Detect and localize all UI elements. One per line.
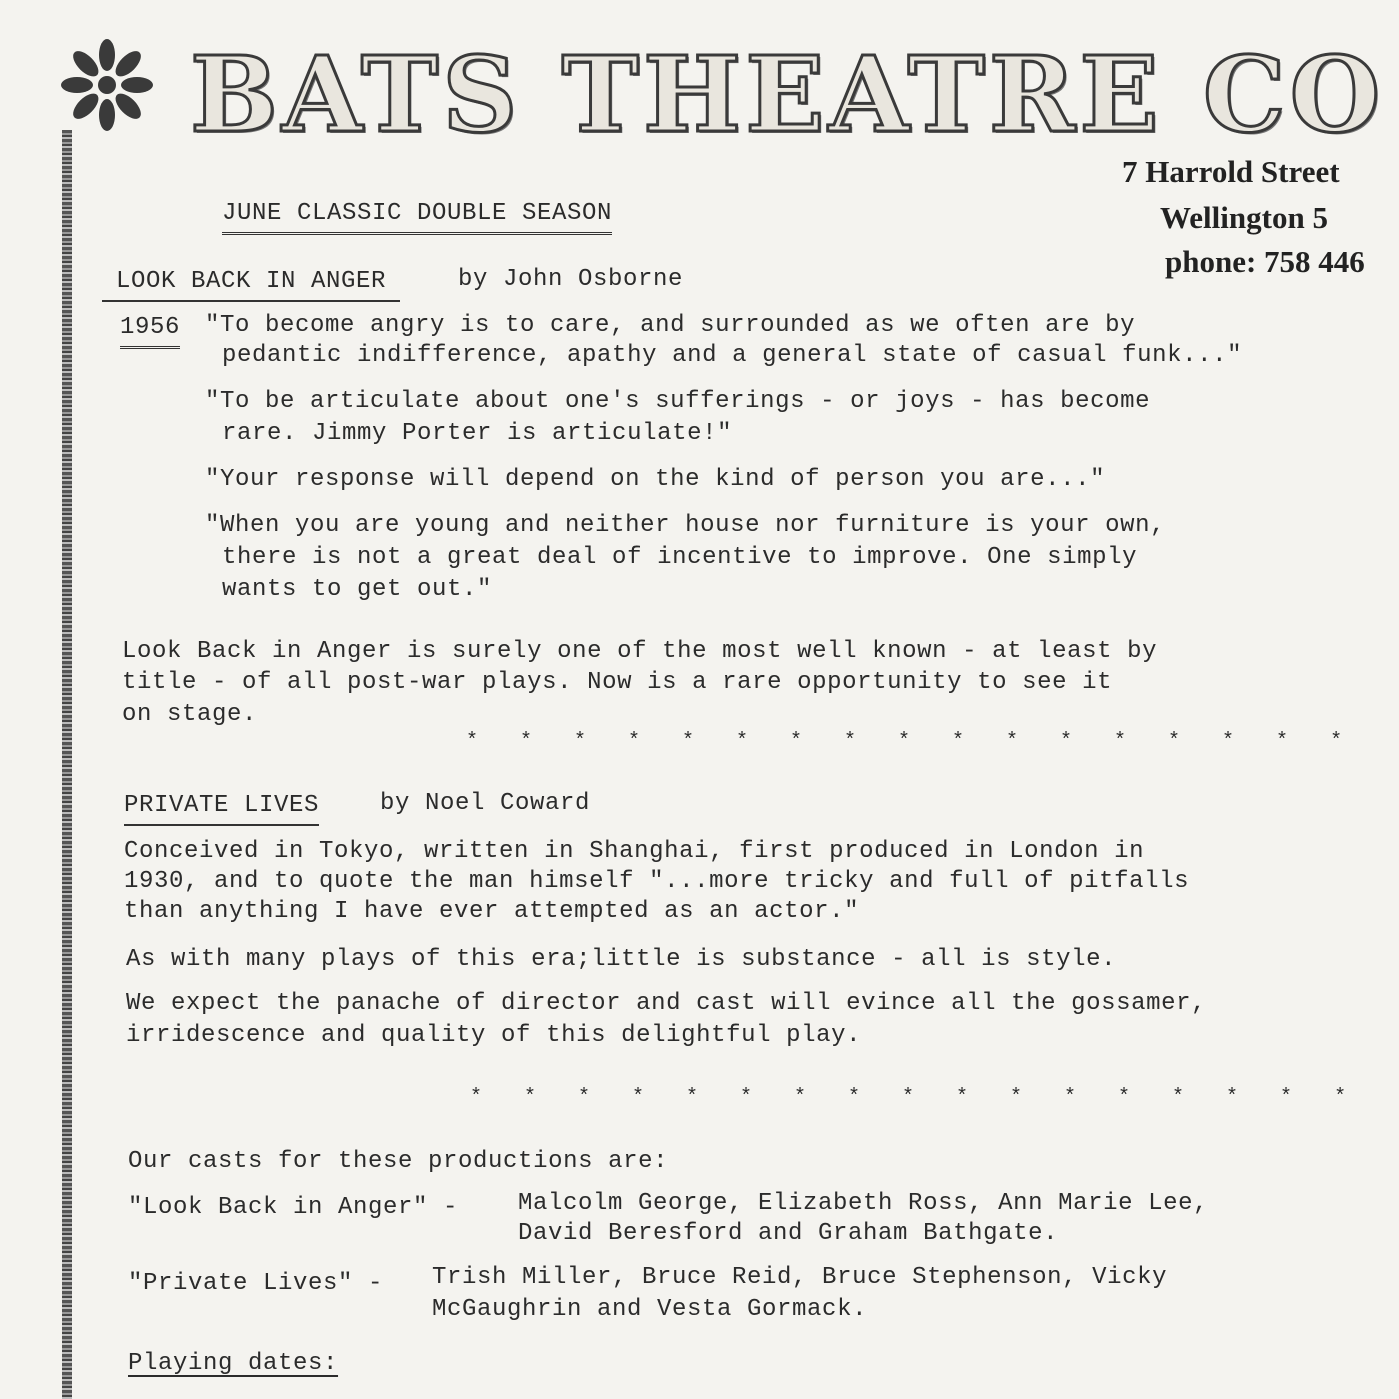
play1-year: 1956 bbox=[120, 312, 180, 349]
quote1-line1: "To become angry is to care, and surrounded as we often are by bbox=[205, 312, 1136, 339]
separator-stars: * * * * * * * * * * * * * * * * * bbox=[470, 1086, 1362, 1109]
quote4-line2: there is not a great deal of incentive to improve. One simply bbox=[222, 544, 1138, 571]
play2-para1-line1: Conceived in Tokyo, written in Shanghai, first produced in London in bbox=[124, 838, 1145, 865]
quote4-line3: wants to get out." bbox=[222, 576, 493, 603]
separator-stars: * * * * * * * * * * * * * * * * * bbox=[466, 730, 1358, 753]
play1-blurb-line2: title - of all post-war plays. Now is a rare opportunity to see it bbox=[122, 669, 1113, 696]
left-margin-bar bbox=[62, 130, 72, 1399]
play2-para2: As with many plays of this era;little is substance - all is style. bbox=[126, 946, 1117, 973]
play2-cast-line1: Trish Miller, Bruce Reid, Bruce Stephenson, Vicky bbox=[432, 1264, 1168, 1291]
play2-cast-line2: McGaughrin and Vesta Gormack. bbox=[432, 1296, 868, 1323]
address-phone: phone: 758 446 bbox=[1165, 244, 1365, 279]
play1-cast-line2: David Beresford and Graham Bathgate. bbox=[518, 1220, 1059, 1247]
quote1-line2: pedantic indifference, apathy and a general state of casual funk..." bbox=[222, 342, 1243, 369]
quote4-line1: "When you are young and neither house nor furniture is your own, bbox=[205, 512, 1166, 539]
play1-blurb-line3: on stage. bbox=[122, 701, 258, 728]
play2-para3-line1: We expect the panache of director and cast will evince all the gossamer, bbox=[126, 990, 1207, 1017]
playing-dates-label: Playing dates: bbox=[128, 1350, 339, 1377]
play1-cast-line1: Malcolm George, Elizabeth Ross, Ann Marie Lee, bbox=[518, 1190, 1209, 1217]
quote2-line1: "To be articulate about one's sufferings - or joys - has become bbox=[205, 388, 1151, 415]
company-logo-title: BATS THEATRE CO bbox=[190, 33, 1385, 156]
address-street: 7 Harrold Street bbox=[1122, 154, 1340, 189]
quote2-line2: rare. Jimmy Porter is articulate!" bbox=[222, 420, 733, 447]
play1-blurb-line1: Look Back in Anger is surely one of the most well known - at least by bbox=[122, 638, 1158, 665]
asterisk-logo-icon bbox=[52, 30, 162, 140]
quote3-line1: "Your response will depend on the kind of person you are..." bbox=[205, 466, 1106, 493]
play1-byline: by John Osborne bbox=[458, 266, 684, 293]
play2-para3-line2: irridescence and quality of this delightful play. bbox=[126, 1022, 862, 1049]
play2-para1-line2: 1930, and to quote the man himself "...more tricky and full of pitfalls bbox=[124, 868, 1190, 895]
address-city: Wellington 5 bbox=[1160, 200, 1328, 235]
casts-intro: Our casts for these productions are: bbox=[128, 1148, 669, 1175]
play2-title: PRIVATE LIVES bbox=[124, 790, 319, 826]
play1-cast-label: "Look Back in Anger" - bbox=[128, 1194, 459, 1221]
play1-title: LOOK BACK IN ANGER bbox=[102, 266, 400, 302]
play2-para1-line3: than anything I have ever attempted as an actor." bbox=[124, 898, 860, 925]
season-title: JUNE CLASSIC DOUBLE SEASON bbox=[222, 198, 612, 235]
play2-cast-label: "Private Lives" - bbox=[128, 1270, 384, 1297]
play2-byline: by Noel Coward bbox=[380, 790, 591, 817]
